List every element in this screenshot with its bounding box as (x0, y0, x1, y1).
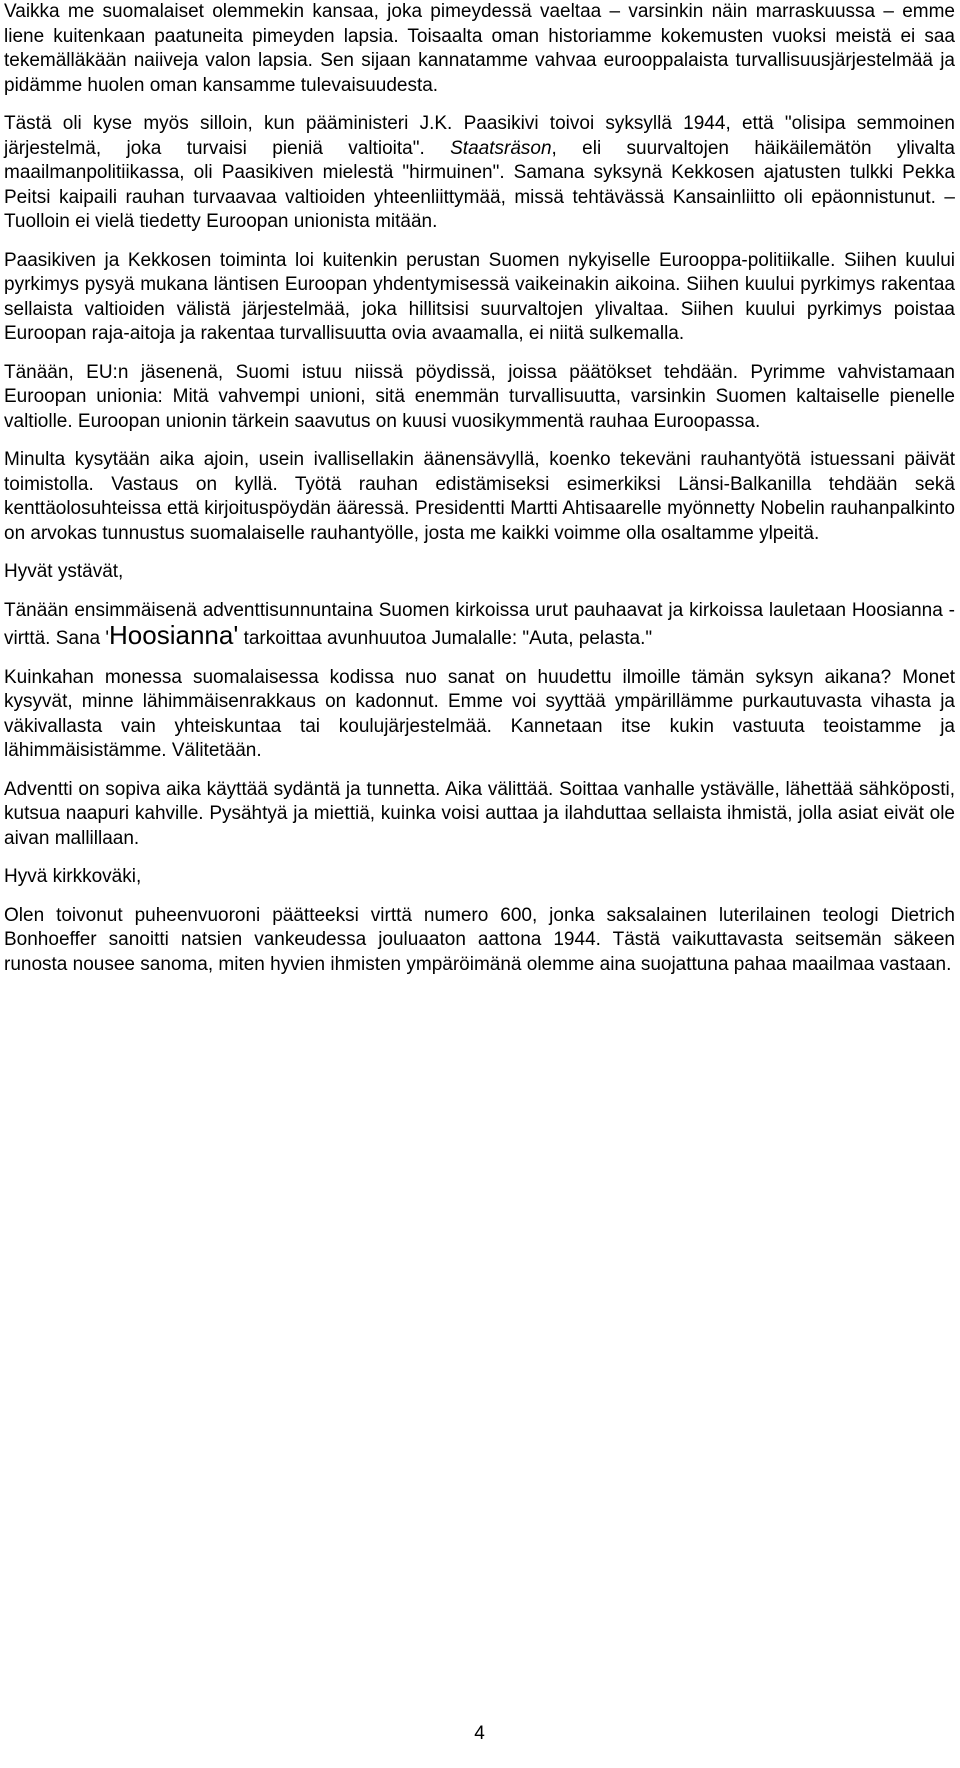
paragraph-kodissa (4, 666, 955, 764)
text-run: Kuinkahan monessa suomalaisessa kodissa nuo sanat on huudettu ilmoille tämän syksyn aikana? Monet kysyvät, minne lähimmäisenrakkaus on kadonnut. Emme voi syyttää ympärillämme purkautuvasta vihasta ja väkivallasta vain yhteiskuntaa tai koulujärjestelmää. Kannetaan itse kukin vastuuta teoistamme ja lähimmäisistämme. Välitetään. (4, 666, 955, 761)
text-run: Olen toivonut puheenvuoroni päätteeksi virttä numero 600, jonka saksalainen luterilainen teologi Dietrich Bonhoeffer sanoitti natsien vankeudessa jouluaaton aattona 1944. Tästä vaikuttavasta seitsemän säkeen runosta nousee sanoma, miten hyvien ihmisten ympäröimänä olemme aina suojattuna pahaa maailmaa vastaan. (4, 904, 955, 975)
text-run: Tästä oli kyse myös silloin, kun pääministeri J.K. Paasikivi toivoi syksyllä 1944, että "olisipa semmoinen järjestelmä, joka turvaisi pieniä valtioita". (4, 113, 955, 159)
text-run: Adventti on sopiva aika käyttää sydäntä ja tunnetta. Aika välittää. Soittaa vanhalle ystävälle, lähettää sähköposti, kutsua naapuri kahville. Pysähtyä ja miettiä, kuinka voisi auttaa ja ilahduttaa sellaista ihmistä, jolla asiat eivät ole aivan mallillaan. (4, 778, 955, 849)
paragraph-hyva-kirkkovaki (4, 865, 955, 890)
page-number: 4 (474, 1723, 485, 1744)
paragraph-marraskuu (4, 0, 955, 98)
paragraph-eu-jasenena (4, 361, 955, 435)
text-run: tarkoittaa avunhuutoa Jumalalle: "Auta, pelasta." (238, 628, 653, 649)
paragraph-eurooppa-politiikka (4, 249, 955, 347)
text-run: Tänään, EU:n jäsenenä, Suomi istuu niissä pöydissä, joissa päätökset tehdään. Pyrimme vahvistamaan Euroopan unionia: Mitä vahvempi unioni, sitä enemmän turvallisuutta, varsinkin Suomen kaltaiselle pienelle valtiolle. Euroopan unionin tärkein saavutus on kuusi vuosikymmentä rauhaa Euroopassa. (4, 361, 955, 432)
body-text (4, 0, 955, 977)
text-run: Paasikiven ja Kekkosen toiminta loi kuitenkin perustan Suomen nykyiselle Eurooppa-politiikalle. Siihen kuului pyrkimys pysyä mukana läntisen Euroopan yhdentymisessä vaikeinakin aikoina. Siihen kuului pyrkimys rakentaa sellaista valtioiden välistä järjestelmää, joka hillitsisi suurvaltojen ylivaltaa. Siihen kuului pyrkimys poistaa Euroopan raja-aitoja ja rakentaa turvallisuutta ovia avaamalla, ei niitä sulkemalla. (4, 249, 955, 344)
paragraph-rauhantyo (4, 448, 955, 546)
text-run: Staatsräson (450, 137, 552, 159)
text-run: Hyvä kirkkoväki, (4, 866, 142, 887)
text-run: Hyvät ystävät, (4, 561, 124, 582)
document-page (4, 0, 955, 1768)
paragraph-adventtisunnuntai (4, 599, 955, 652)
paragraph-hyvat-ystavat (4, 560, 955, 585)
text-run: Minulta kysytään aika ajoin, usein ivallisellakin äänensävyllä, koenko tekeväni rauhantyötä istuessani päivät toimistolla. Vastaus on kyllä. Työtä rauhan edistämiseksi esimerkiksi Länsi-Balkanilla tehdään sekä kenttäolosuhteissa että kirjoituspöydän ääressä. Presidentti Martti Ahtisaarelle myönnetty Nobelin rauhanpalkinto on arvokas tunnustus suomalaiselle rauhantyölle, josta me kaikki voimme olla osaltamme ylpeitä. (4, 449, 955, 544)
text-run: Vaikka me suomalaiset olemmekin kansaa, joka pimeydessä vaeltaa – varsinkin näin marraskuussa – emme liene kuitenkaan paatuneita pimeyden lapsia. Toisaalta oman historiamme kokemusten vuoksi meistä ei saa tekemälläkään naiiveja valon lapsia. Sen sijaan kannatamme vahvaa eurooppalaista turvallisuusjärjestelmää ja pidämme huolen oman kansamme tulevaisuudesta. (4, 1, 955, 96)
paragraph-bonhoeffer (4, 904, 955, 978)
text-run: , eli suurvaltojen häikäilemätön ylivalta maailmanpolitiikassa, oli Paasikiven mielestä "hirmuinen". Samana syksynä Kekkosen ajatusten tulkki Pekka Peitsi kaipaili rauhan turvaavaa valtioiden yhteenliittymää, missä tehtävässä Kansainliitto oli epäonnistunut. – Tuolloin ei vielä tiedetty Euroopan unionista mitään. (4, 137, 956, 232)
text-run: Tänään ensimmäisenä adventtisunnuntaina Suomen kirkoissa urut pauhaavat ja kirkoissa lauletaan Hoosianna - virttä. Sana ' (4, 599, 955, 649)
text-run: Hoosianna' (109, 620, 239, 650)
paragraph-paasikivi (4, 112, 955, 235)
paragraph-adventti (4, 778, 955, 852)
